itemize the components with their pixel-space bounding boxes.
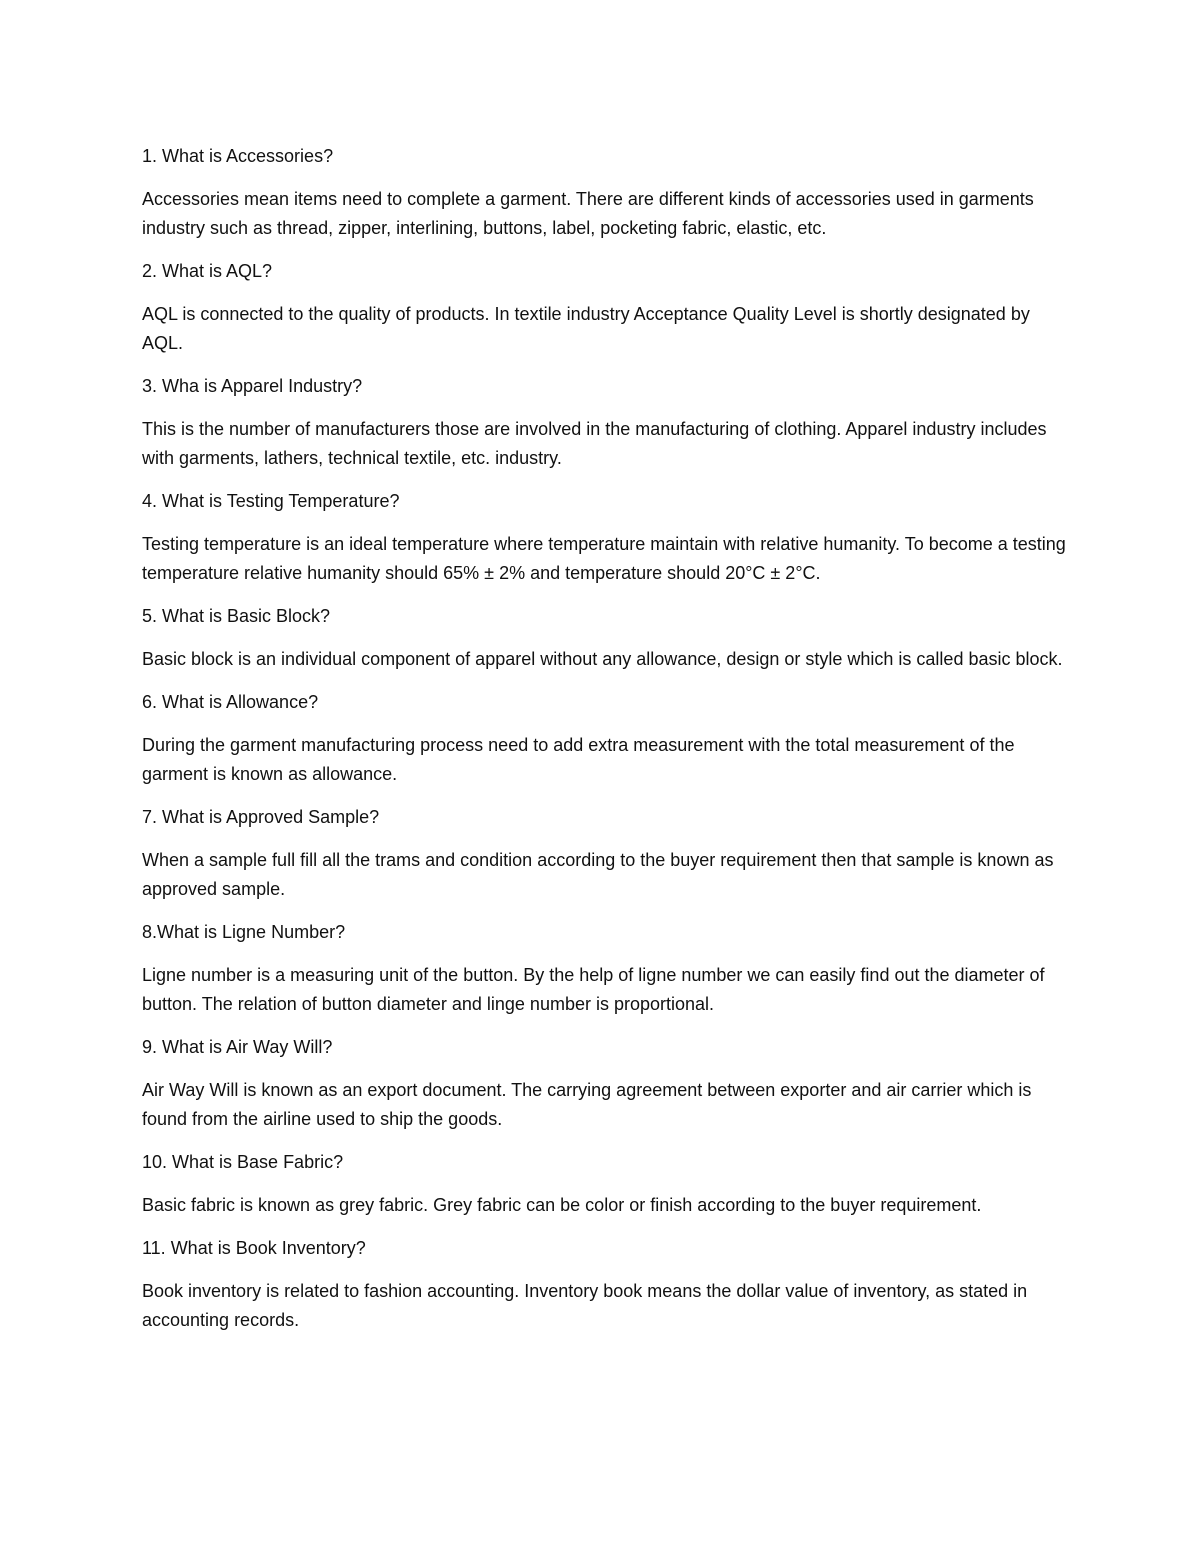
qa-item — [142, 372, 1067, 473]
qa-item — [142, 142, 1067, 243]
answer-paragraph: Accessories mean items need to complete a garment. There are different kinds of accessories used in garments industry such as thread, zipper, interlining, buttons, label, pocketing fabric, elastic, etc. — [142, 189, 1034, 238]
qa-item — [142, 1234, 1067, 1335]
qa-item — [142, 688, 1067, 789]
question-heading: 9. What is Air Way Will? — [142, 1037, 333, 1057]
question-heading: 5. What is Basic Block? — [142, 606, 331, 626]
question-heading: 7. What is Approved Sample? — [142, 807, 380, 827]
answer-paragraph: Basic fabric is known as grey fabric. Grey fabric can be color or finish according to the buyer requirement. — [142, 1195, 982, 1215]
qa-item — [142, 918, 1067, 1019]
qa-item — [142, 1033, 1067, 1134]
question-heading: 11. What is Book Inventory? — [142, 1238, 366, 1258]
question-heading: 8.What is Ligne Number? — [142, 922, 346, 942]
question-heading: 2. What is AQL? — [142, 261, 273, 281]
qa-item — [142, 1148, 1067, 1220]
question-heading: 3. Wha is Apparel Industry? — [142, 376, 363, 396]
answer-paragraph: AQL is connected to the quality of products. In textile industry Acceptance Quality Level is shortly designated by AQL. — [142, 304, 1030, 353]
answer-paragraph: This is the number of manufacturers those are involved in the manufacturing of clothing. Apparel industry includes with garments, lathers, technical textile, etc. industry. — [142, 419, 1047, 468]
question-heading: 6. What is Allowance? — [142, 692, 319, 712]
answer-paragraph: During the garment manufacturing process need to add extra measurement with the total measurement of the garment is known as allowance. — [142, 735, 1015, 784]
document-body — [142, 142, 1067, 1349]
question-heading: 4. What is Testing Temperature? — [142, 491, 400, 511]
answer-paragraph: Ligne number is a measuring unit of the button. By the help of ligne number we can easily find out the diameter of button. The relation of button diameter and linge number is proportional. — [142, 965, 1045, 1014]
qa-item — [142, 602, 1067, 674]
answer-paragraph: Air Way Will is known as an export document. The carrying agreement between exporter and air carrier which is found from the airline used to ship the goods. — [142, 1080, 1032, 1129]
question-heading: 10. What is Base Fabric? — [142, 1152, 344, 1172]
question-heading: 1. What is Accessories? — [142, 146, 334, 166]
qa-item — [142, 487, 1067, 588]
answer-paragraph: Basic block is an individual component of apparel without any allowance, design or style which is called basic block. — [142, 649, 1063, 669]
qa-item — [142, 803, 1067, 904]
answer-paragraph: Testing temperature is an ideal temperature where temperature maintain with relative humanity. To become a testing temperature relative humanity should 65% ± 2% and temperature should 20°C ± 2°C. — [142, 534, 1066, 583]
answer-paragraph: When a sample full fill all the trams and condition according to the buyer requirement then that sample is known as approved sample. — [142, 850, 1054, 899]
qa-item — [142, 257, 1067, 358]
answer-paragraph: Book inventory is related to fashion accounting. Inventory book means the dollar value of inventory, as stated in accounting records. — [142, 1281, 1028, 1330]
